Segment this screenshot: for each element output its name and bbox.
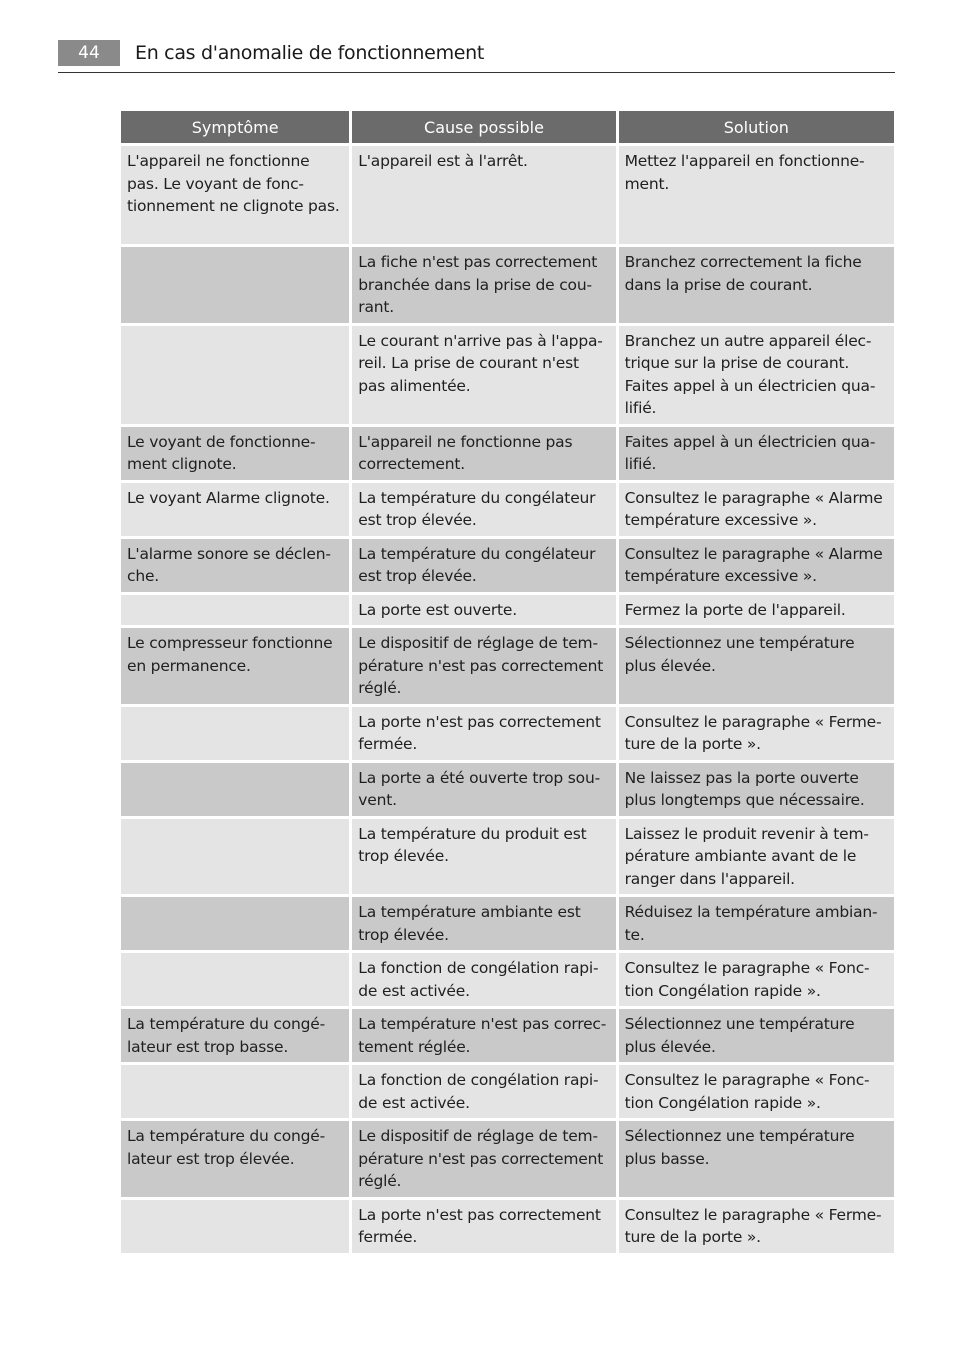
symptom-cell: L'alarme sonore se déclen-che. bbox=[121, 539, 349, 592]
solution-cell: Mettez l'appareil en fonctionne-ment. bbox=[619, 146, 894, 244]
cause-cell: Le courant n'arrive pas à l'appa-reil. La prise de courant n'est pas alimentée. bbox=[352, 326, 615, 424]
solution-cell: Sélectionnez une température plus élevée. bbox=[619, 1009, 894, 1062]
solution-cell: Ne laissez pas la porte ouverte plus longtemps que nécessaire. bbox=[619, 763, 894, 816]
cause-cell: La fonction de congélation rapi-de est activée. bbox=[352, 953, 615, 1006]
solution-cell: Sélectionnez une température plus élevée. bbox=[619, 628, 894, 704]
chapter-title: En cas d'anomalie de fonctionnement bbox=[135, 42, 485, 64]
symptom-cell: La température du congé-lateur est trop basse. bbox=[121, 1009, 349, 1062]
column-header-cause: Cause possible bbox=[352, 111, 615, 143]
symptom-cell bbox=[121, 953, 349, 1006]
cause-cell: La porte a été ouverte trop sou-vent. bbox=[352, 763, 615, 816]
cause-cell: Le dispositif de réglage de tem-pérature n'est pas correctement réglé. bbox=[352, 1121, 615, 1197]
solution-cell: Branchez correctement la fiche dans la prise de courant. bbox=[619, 247, 894, 323]
symptom-cell bbox=[121, 326, 349, 424]
column-header-solution: Solution bbox=[619, 111, 894, 143]
solution-cell: Réduisez la température ambian-te. bbox=[619, 897, 894, 950]
table-row bbox=[121, 763, 894, 816]
solution-cell: Faites appel à un électricien qua-lifié. bbox=[619, 427, 894, 480]
cause-cell: La porte n'est pas correctement fermée. bbox=[352, 1200, 615, 1253]
table-row bbox=[121, 483, 894, 536]
symptom-cell bbox=[121, 595, 349, 626]
page-number: 44 bbox=[58, 40, 120, 66]
cause-cell: L'appareil est à l'arrêt. bbox=[352, 146, 615, 244]
table-row bbox=[121, 1065, 894, 1118]
solution-cell: Laissez le produit revenir à tem-pérature ambiante avant de le ranger dans l'appareil. bbox=[619, 819, 894, 895]
column-header-symptom: Symptôme bbox=[121, 111, 349, 143]
table-row bbox=[121, 819, 894, 895]
solution-cell: Sélectionnez une température plus basse. bbox=[619, 1121, 894, 1197]
symptom-cell bbox=[121, 1065, 349, 1118]
symptom-cell: Le voyant de fonctionne-ment clignote. bbox=[121, 427, 349, 480]
solution-cell: Consultez le paragraphe « Fonc-tion Congélation rapide ». bbox=[619, 953, 894, 1006]
page-header bbox=[58, 40, 895, 73]
table-row bbox=[121, 953, 894, 1006]
cause-cell: La fonction de congélation rapi-de est activée. bbox=[352, 1065, 615, 1118]
cause-cell: Le dispositif de réglage de tem-pérature n'est pas correctement réglé. bbox=[352, 628, 615, 704]
solution-cell: Consultez le paragraphe « Alarme température excessive ». bbox=[619, 483, 894, 536]
table-row bbox=[121, 707, 894, 760]
solution-cell: Branchez un autre appareil élec-trique sur la prise de courant. Faites appel à un électricien qua-lifié. bbox=[619, 326, 894, 424]
table-row bbox=[121, 1200, 894, 1253]
troubleshooting-table bbox=[118, 108, 897, 1256]
symptom-cell bbox=[121, 247, 349, 323]
table-row bbox=[121, 539, 894, 592]
cause-cell: La température du produit est trop élevée. bbox=[352, 819, 615, 895]
cause-cell: La température du congélateur est trop élevée. bbox=[352, 483, 615, 536]
symptom-cell bbox=[121, 763, 349, 816]
table-row bbox=[121, 628, 894, 704]
symptom-cell bbox=[121, 707, 349, 760]
symptom-cell bbox=[121, 819, 349, 895]
solution-cell: Consultez le paragraphe « Fonc-tion Congélation rapide ». bbox=[619, 1065, 894, 1118]
symptom-cell: La température du congé-lateur est trop élevée. bbox=[121, 1121, 349, 1197]
cause-cell: La porte est ouverte. bbox=[352, 595, 615, 626]
solution-cell: Consultez le paragraphe « Ferme-ture de la porte ». bbox=[619, 707, 894, 760]
table-header-row bbox=[121, 111, 894, 143]
table-row bbox=[121, 1121, 894, 1197]
cause-cell: La porte n'est pas correctement fermée. bbox=[352, 707, 615, 760]
table-row bbox=[121, 897, 894, 950]
solution-cell: Fermez la porte de l'appareil. bbox=[619, 595, 894, 626]
symptom-cell: Le voyant Alarme clignote. bbox=[121, 483, 349, 536]
table-row bbox=[121, 1009, 894, 1062]
cause-cell: La fiche n'est pas correctement branchée dans la prise de cou-rant. bbox=[352, 247, 615, 323]
solution-cell: Consultez le paragraphe « Alarme température excessive ». bbox=[619, 539, 894, 592]
table-row bbox=[121, 326, 894, 424]
symptom-cell: L'appareil ne fonctionne pas. Le voyant de fonc-tionnement ne clignote pas. bbox=[121, 146, 349, 244]
symptom-cell: Le compresseur fonctionne en permanence. bbox=[121, 628, 349, 704]
cause-cell: La température du congélateur est trop élevée. bbox=[352, 539, 615, 592]
cause-cell: La température ambiante est trop élevée. bbox=[352, 897, 615, 950]
symptom-cell bbox=[121, 897, 349, 950]
table-row bbox=[121, 146, 894, 244]
table-row bbox=[121, 595, 894, 626]
cause-cell: L'appareil ne fonctionne pas correctement. bbox=[352, 427, 615, 480]
solution-cell: Consultez le paragraphe « Ferme-ture de la porte ». bbox=[619, 1200, 894, 1253]
symptom-cell bbox=[121, 1200, 349, 1253]
cause-cell: La température n'est pas correc-tement réglée. bbox=[352, 1009, 615, 1062]
table-row bbox=[121, 427, 894, 480]
troubleshooting-table-wrapper bbox=[121, 111, 895, 1256]
table-body bbox=[121, 146, 894, 1253]
table-row bbox=[121, 247, 894, 323]
